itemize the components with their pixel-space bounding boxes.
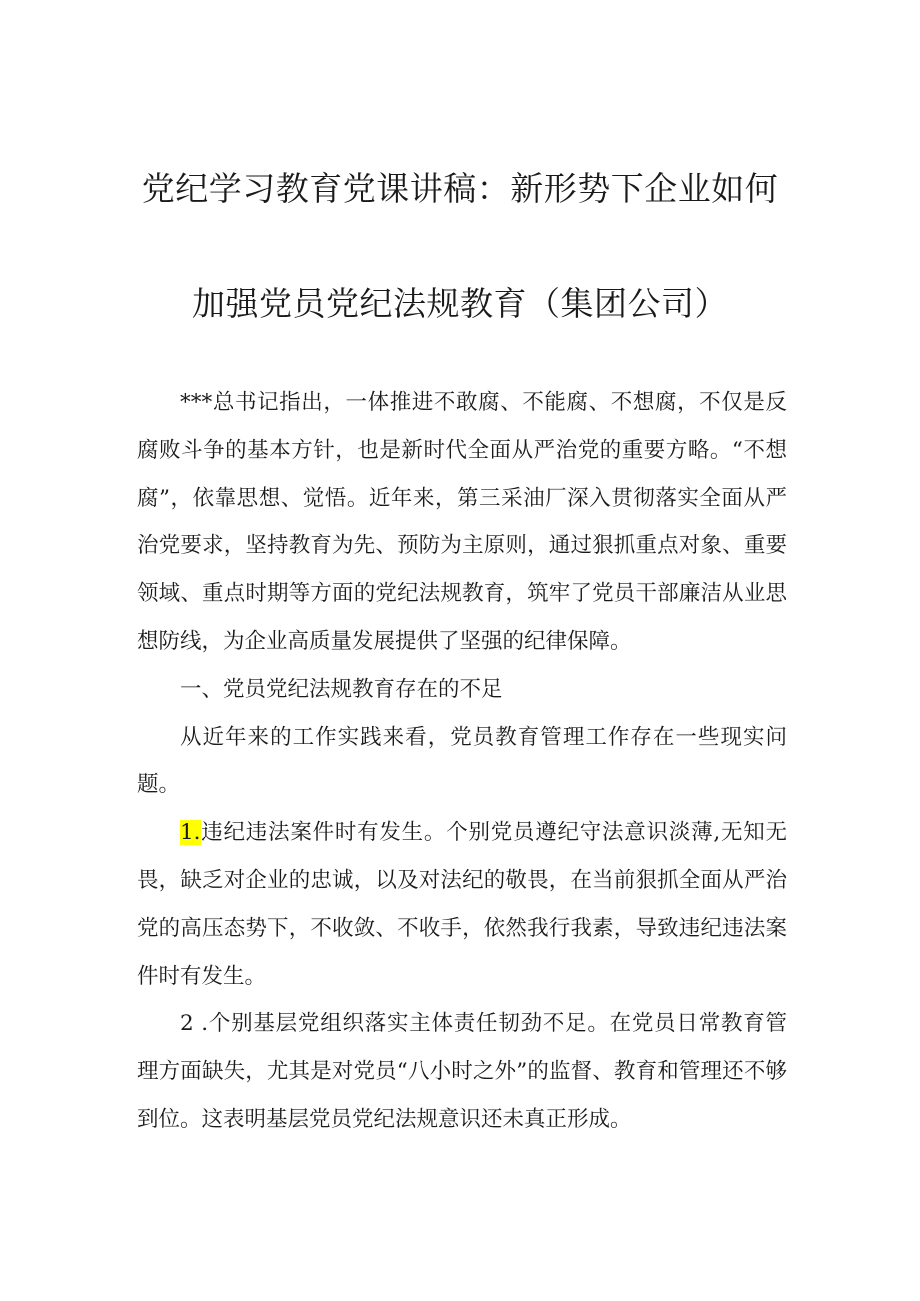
list-item-2: 2 .个别基层党组织落实主体责任韧劲不足。在党员日常教育管理方面缺失，尤其是对党员“八小时之外”的监督、教育和管理还不够到位。这表明基层党员党纪法规意识还未真正形成。 — [137, 1011, 787, 1132]
section-heading-1: 一、党员党纪法规教育存在的不足 — [180, 676, 503, 702]
document-body — [137, 379, 787, 1144]
title-line-2: 加强党员党纪法规教育（集团公司） — [192, 284, 728, 323]
highlighted-number: 1. — [180, 820, 201, 846]
section-intro-paragraph: 从近年来的工作实践来看，党员教育管理工作存在一些现实问题。 — [137, 724, 787, 798]
title-line-1: 党纪学习教育党课讲稿：新形势下企业如何 — [141, 169, 779, 208]
list-item-1 — [137, 809, 787, 1000]
intro-paragraph: ***总书记指出，一体推进不敢腐、不能腐、不想腐，不仅是反腐败斗争的基本方针，也是新时代全面从严治党的重要方略。“不想腐”，依靠思想、觉悟。近年来，第三采油厂深入贯彻落实全面从严治党要求，坚持教育为先、预防为主原则，通过狠抓重点对象、重要领域、重点时期等方面的党纪法规教育，筑牢了党员干部廉洁从业思想防线，为企业高质量发展提供了坚强的纪律保障。 — [137, 390, 787, 654]
list-item-1-text: 违纪违法案件时有发生。个别党员遵纪守法意识淡薄,无知无畏，缺乏对企业的忠诚，以及对法纪的敬畏，在当前狠抓全面从严治党的高压态势下，不收敛、不收手，依然我行我素，导致违纪违法案件时有发生。 — [137, 820, 787, 989]
